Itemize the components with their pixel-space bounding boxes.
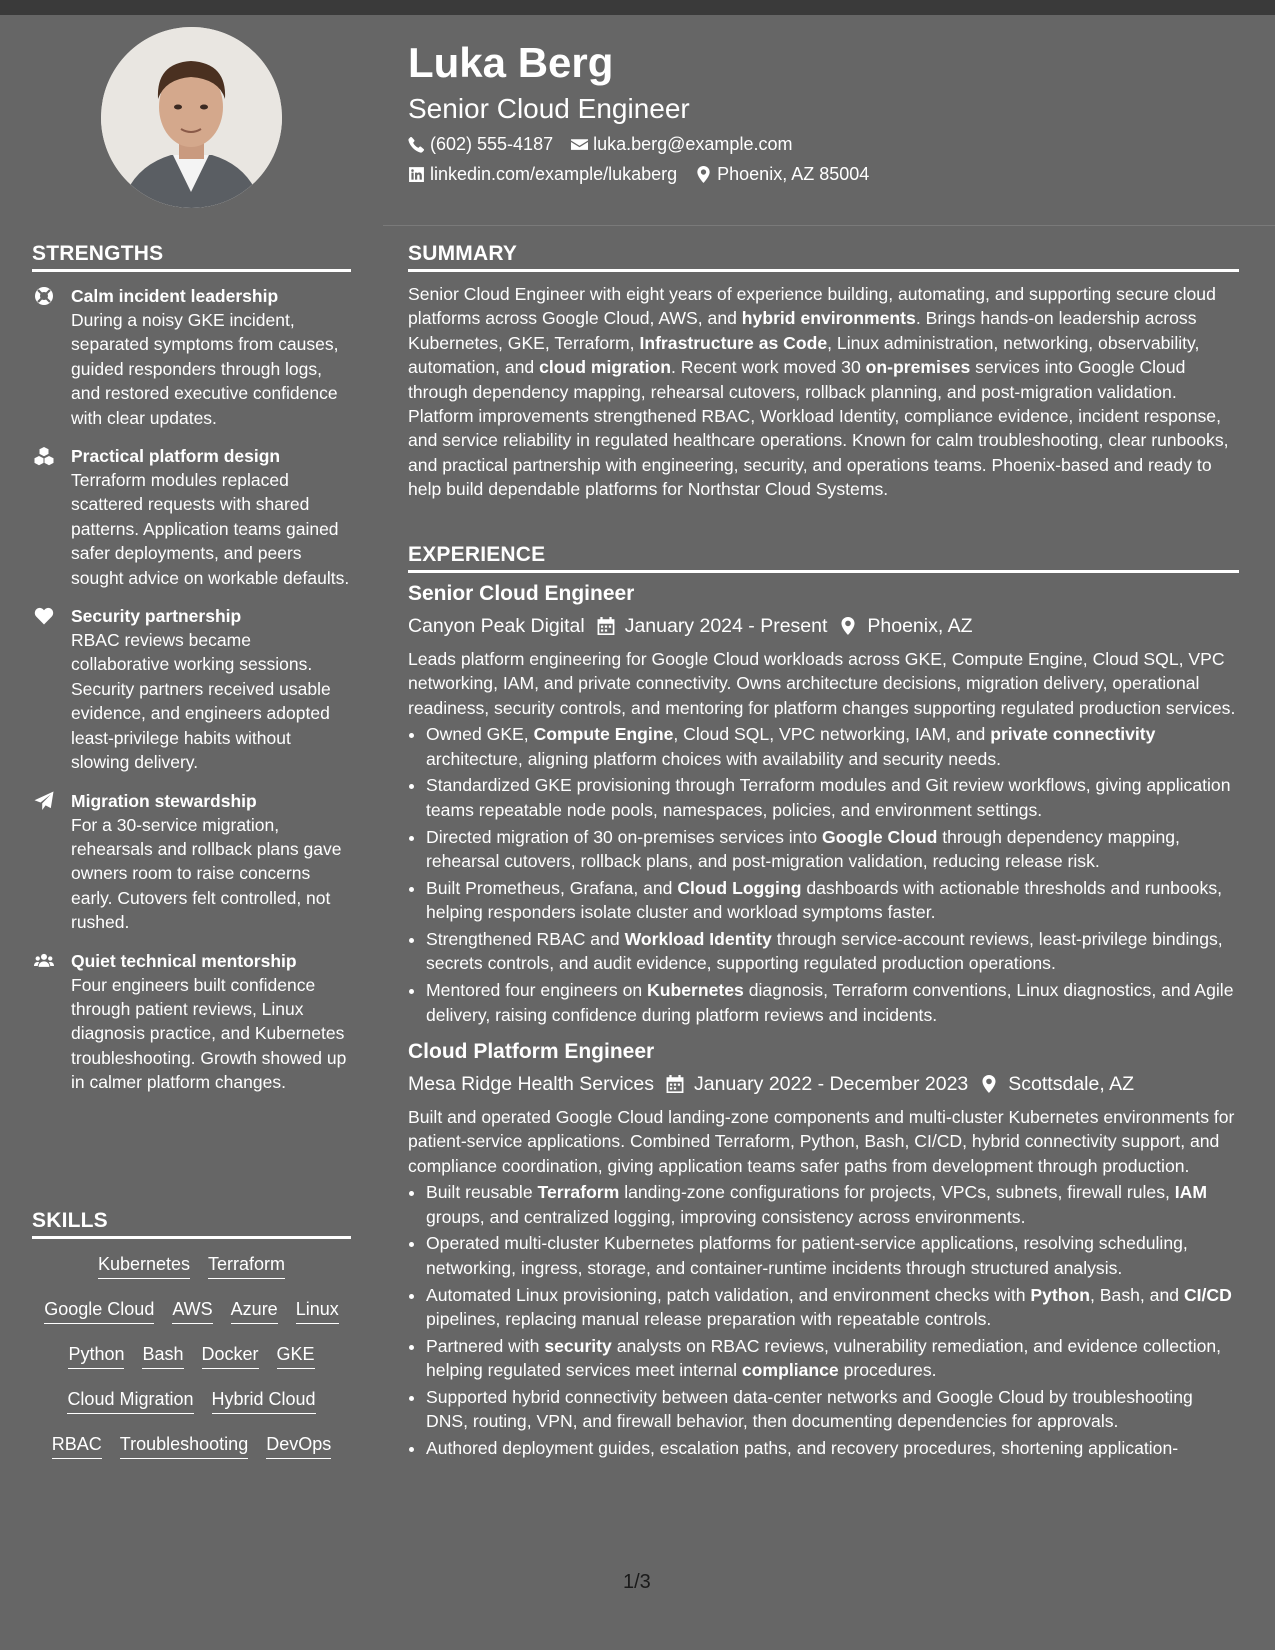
skill-tag: Cloud Migration	[67, 1387, 193, 1414]
skill-tag: Google Cloud	[44, 1297, 154, 1324]
linkedin-icon	[408, 166, 425, 183]
strength-desc: Four engineers built confidence through patient reviews, Linux diagnosis practice, and Kubernetes troubleshooting. Growth showed up in calmer platform changes.	[71, 974, 347, 1093]
skills-heading: SKILLS	[32, 1209, 351, 1239]
job-location: Scottsdale, AZ	[1008, 1073, 1135, 1096]
experience-heading: EXPERIENCE	[408, 543, 1239, 573]
skill-row	[32, 1252, 351, 1297]
email-contact[interactable]	[571, 134, 792, 155]
skill-tag: Azure	[231, 1297, 278, 1324]
strength-item	[32, 949, 351, 1095]
bullet-item: • Mentored four engineers on Kubernetes diagnosis, Terraform conventions, Linux diagnostics, and Agile delivery, raising confidence during platform reviews and incidents.	[426, 978, 1239, 1027]
phone-contact[interactable]	[408, 134, 553, 155]
strength-desc: Terraform modules replaced scattered requests with shared patterns. Application teams gained safer deployments, and peers sought advice on workable defaults.	[71, 470, 350, 588]
paper-plane-icon	[34, 791, 54, 811]
calendar-icon	[597, 617, 615, 635]
phone-text: (602) 555-4187	[430, 134, 554, 154]
top-bar	[0, 0, 1275, 15]
location-contact	[695, 164, 869, 185]
skill-row	[32, 1297, 351, 1342]
skill-tag: DevOps	[266, 1432, 331, 1459]
skill-tag: Terraform	[208, 1252, 285, 1279]
skill-row	[32, 1342, 351, 1387]
job-dates: January 2022 - December 2023	[694, 1073, 969, 1096]
map-marker-icon	[695, 166, 712, 183]
candidate-role: Senior Cloud Engineer	[408, 93, 690, 124]
summary-heading: SUMMARY	[408, 242, 1239, 272]
strength-item	[32, 604, 351, 774]
bullet-item: • Operated multi-cluster Kubernetes platforms for patient-service applications, resolving scheduling, networking, ingress, storage, and container-runtime incidents through structured analysis.	[426, 1231, 1239, 1280]
profile-photo	[101, 27, 282, 208]
candidate-name: Luka Berg	[408, 39, 614, 86]
envelope-icon	[571, 136, 588, 153]
portrait-image	[101, 27, 282, 208]
bullet-item: • Built reusable Terraform landing-zone configurations for projects, VPCs, subnets, firewall rules, IAM groups, and centralized logging, improving consistency across environments.	[426, 1180, 1239, 1229]
job-company: Canyon Peak Digital	[408, 615, 585, 637]
map-marker-icon	[839, 617, 857, 635]
job-description: Leads platform engineering for Google Cloud workloads across GKE, Compute Engine, Cloud SQL, VPC networking, IAM, and private connectivity. Owns architecture decisions, migration delivery, operational readiness, security controls, and mentoring for platform changes supporting regulated production services.	[408, 649, 1236, 718]
heart-icon	[34, 606, 54, 626]
strength-desc: RBAC reviews became collaborative working sessions. Security partners received usable evidence, and engineers adopted least-privilege habits without slowing delivery.	[71, 630, 331, 773]
job-bullets	[408, 722, 1239, 1027]
bullet-item: • Strengthened RBAC and Workload Identity through service-account reviews, least-privilege bindings, secrets controls, and audit evidence, supporting regulated production operations.	[426, 927, 1239, 976]
job-location: Phoenix, AZ	[867, 615, 973, 637]
map-marker-icon	[980, 1075, 998, 1093]
strength-title: Calm incident leadership	[71, 286, 279, 306]
job-bullets	[408, 1180, 1239, 1460]
strength-item	[32, 284, 351, 430]
job-title: Senior Cloud Engineer	[408, 582, 635, 605]
job-entry	[408, 1039, 1239, 1461]
linkedin-text: linkedin.com/example/lukaberg	[430, 164, 678, 184]
skills-section	[32, 1209, 351, 1477]
contact-row-2	[408, 164, 869, 185]
strengths-section	[32, 242, 351, 1095]
job-meta	[408, 613, 1239, 639]
cubes-icon	[34, 446, 54, 466]
summary-section	[408, 242, 1239, 502]
skill-tag: Troubleshooting	[120, 1432, 248, 1459]
job-company: Mesa Ridge Health Services	[408, 1073, 655, 1096]
job-description: Built and operated Google Cloud landing-zone components and multi-cluster Kubernetes environments for patient-service applications. Combined Terraform, Python, Bash, CI/CD, hybrid connectivity support, and compliance coordination, giving application teams safer paths from development through production.	[408, 1107, 1235, 1176]
life-ring-icon	[34, 286, 54, 306]
strength-title: Practical platform design	[71, 446, 281, 467]
location-text: Phoenix, AZ 85004	[717, 164, 870, 184]
strength-desc: During a noisy GKE incident, separated symptoms from causes, guided responders through logs, and restored executive confidence with clear updates.	[71, 310, 339, 428]
skill-row	[32, 1387, 351, 1432]
skill-tag: Linux	[296, 1297, 339, 1324]
calendar-icon	[666, 1075, 684, 1093]
skill-tag: Docker	[202, 1342, 259, 1369]
strength-title: Quiet technical mentorship	[71, 950, 297, 971]
phone-icon	[408, 136, 425, 153]
skill-tag: Bash	[142, 1342, 183, 1369]
experience-section	[408, 543, 1239, 1463]
contact-row-1	[408, 134, 792, 155]
job-meta	[408, 1071, 1239, 1097]
bullet-item: • Owned GKE, Compute Engine, Cloud SQL, VPC networking, IAM, and private connectivity architecture, aligning platform choices with availability and security needs.	[426, 722, 1239, 771]
bullet-item: • Authored deployment guides, escalation paths, and recovery procedures, shortening application-	[426, 1436, 1239, 1460]
skill-rows	[32, 1252, 351, 1477]
bullet-item: • Directed migration of 30 on-premises services into Google Cloud through dependency mapping, rehearsal cutovers, rollback plans, and post-migration validation, reducing release risk.	[426, 825, 1239, 874]
linkedin-contact[interactable]	[408, 164, 677, 185]
strength-title: Security partnership	[71, 606, 242, 627]
strength-item	[32, 444, 351, 590]
skill-tag: Hybrid Cloud	[212, 1387, 316, 1414]
email-text: luka.berg@example.com	[593, 134, 793, 154]
skill-tag: AWS	[172, 1297, 212, 1324]
skill-row	[32, 1432, 351, 1477]
skill-tag: GKE	[277, 1342, 315, 1369]
bullet-item: • Built Prometheus, Grafana, and Cloud Logging dashboards with actionable thresholds and runbooks, helping responders isolate cluster and workload symptoms faster.	[426, 876, 1239, 925]
job-title: Cloud Platform Engineer	[408, 1040, 655, 1064]
skill-tag: Python	[68, 1342, 124, 1369]
strengths-heading: STRENGTHS	[32, 242, 351, 272]
bullet-item: • Partnered with security analysts on RBAC reviews, vulnerability remediation, and evidence collection, helping regulated services meet internal compliance procedures.	[426, 1334, 1239, 1383]
strength-title: Migration stewardship	[71, 790, 257, 811]
header-divider	[383, 225, 1275, 226]
bullet-item: • Automated Linux provisioning, patch validation, and environment checks with Python, Bash, and CI/CD pipelines, replacing manual release preparation with repeatable controls.	[426, 1283, 1239, 1332]
skill-tag: Kubernetes	[98, 1252, 190, 1279]
page-number: 1/3	[623, 1571, 651, 1593]
strength-item	[32, 789, 351, 935]
skill-tag: RBAC	[52, 1432, 102, 1459]
summary-text: Senior Cloud Engineer with eight years of experience building, automating, and supporting secure cloud platforms across Google Cloud, AWS, and hybrid environments. Brings hands-on leadership across Kubernetes, GKE, Terraform, Infrastructure as Code, Linux administration, networking, observability, automation, and cloud migration. Recent work moved 30 on-premises services into Google Cloud through dependency mapping, rehearsal cutovers, rollback planning, and post-migration validation. Platform improvements strengthened RBAC, Workload Identity, compliance evidence, incident response, and service reliability in regulated healthcare operations. Known for calm troubleshooting, clear runbooks, and practical partnership with engineering, security, and operations teams. Phoenix-based and ready to help build dependable platforms for Northstar Cloud Systems.	[408, 284, 1229, 500]
job-dates: January 2024 - Present	[624, 615, 828, 637]
job-entry	[408, 581, 1239, 1027]
bullet-item: • Supported hybrid connectivity between data-center networks and Google Cloud by troubleshooting DNS, routing, VPN, and firewall behavior, then documenting dependencies for approvals.	[426, 1385, 1239, 1434]
bullet-item: • Standardized GKE provisioning through Terraform modules and Git review workflows, giving application teams repeatable node pools, namespaces, policies, and environment settings.	[426, 773, 1239, 822]
strength-desc: For a 30-service migration, rehearsals and rollback plans gave owners room to raise concerns early. Cutovers felt controlled, not rushed.	[71, 814, 342, 933]
users-icon	[34, 951, 54, 971]
